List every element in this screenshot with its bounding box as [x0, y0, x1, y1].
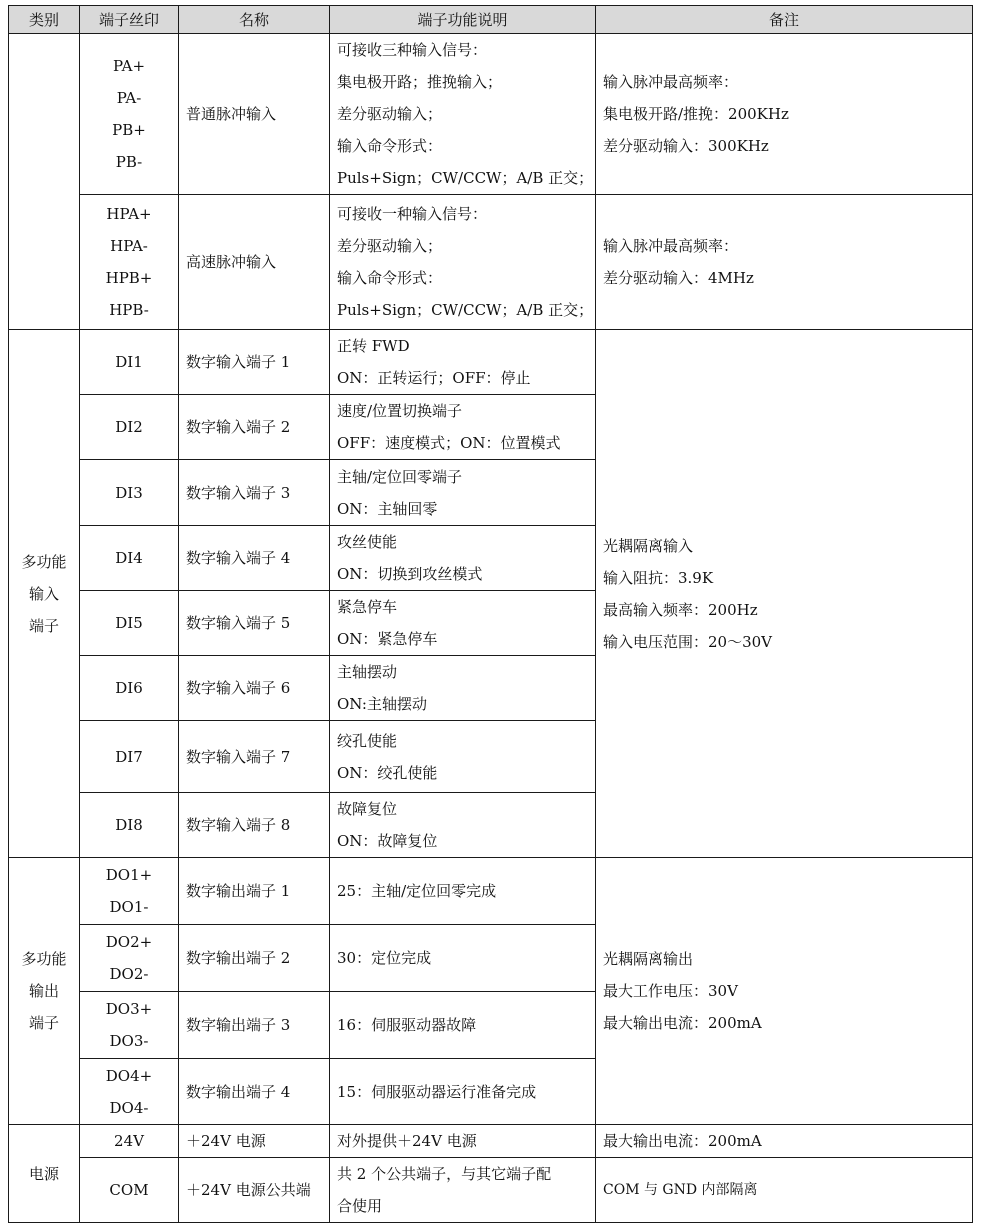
note-cell-digital-input: 光耦隔离输入 输入阻抗：3.9K 最高输入频率：200Hz 输入电压范围：20～30V: [596, 330, 973, 858]
pin-cell: DI6: [80, 656, 179, 721]
name-cell: 数字输入端子 7: [179, 721, 330, 793]
table-row: [9, 858, 973, 925]
name-cell: ＋24V 电源: [179, 1125, 330, 1158]
desc-cell: 可接收三种输入信号： 集电极开路；推挽输入； 差分驱动输入； 输入命令形式： Puls+Sign；CW/CCW；A/B 正交；: [330, 34, 596, 195]
desc-cell: 正转 FWD ON：正转运行；OFF：停止: [330, 330, 596, 395]
desc-cell: 主轴/定位回零端子 ON：主轴回零: [330, 460, 596, 526]
header-note: 备注: [596, 6, 973, 34]
terminal-spec-table: [8, 5, 973, 1223]
category-cell-digital-output: 多功能 输出 端子: [9, 858, 80, 1125]
table-row: [9, 1125, 973, 1158]
header-category: 类别: [9, 6, 80, 34]
name-cell: 数字输入端子 1: [179, 330, 330, 395]
pin-cell: DI4: [80, 526, 179, 591]
header-row: [9, 6, 973, 34]
note-cell: 最大输出电流：200mA: [596, 1125, 973, 1158]
name-cell: 数字输入端子 5: [179, 591, 330, 656]
name-cell: ＋24V 电源公共端: [179, 1158, 330, 1223]
pin-cell: DO2+ DO2-: [80, 925, 179, 992]
pin-cell: DI3: [80, 460, 179, 526]
table-row: [9, 330, 973, 395]
header-pin-label: 端子丝印: [80, 6, 179, 34]
note-cell-digital-output: 光耦隔离输出 最大工作电压：30V 最大输出电流：200mA: [596, 858, 973, 1125]
name-cell: 数字输出端子 2: [179, 925, 330, 992]
name-cell: 普通脉冲输入: [179, 34, 330, 195]
desc-cell: 30：定位完成: [330, 925, 596, 992]
desc-cell: 速度/位置切换端子 OFF：速度模式；ON：位置模式: [330, 395, 596, 460]
name-cell: 数字输出端子 3: [179, 992, 330, 1059]
pin-cell: DI2: [80, 395, 179, 460]
name-cell: 数字输出端子 4: [179, 1059, 330, 1125]
desc-cell: 故障复位 ON：故障复位: [330, 793, 596, 858]
category-cell-pulse: [9, 34, 80, 330]
pin-cell: DO3+ DO3-: [80, 992, 179, 1059]
table-row: [9, 195, 973, 330]
pin-cell: DO4+ DO4-: [80, 1059, 179, 1125]
terminal-table-container: [8, 5, 973, 1223]
desc-cell: 16：伺服驱动器故障: [330, 992, 596, 1059]
note-cell: COM 与 GND 内部隔离: [596, 1158, 973, 1223]
pin-cell: DO1+ DO1-: [80, 858, 179, 925]
desc-cell: 25：主轴/定位回零完成: [330, 858, 596, 925]
table-row: [9, 1158, 973, 1223]
desc-cell: 绞孔使能 ON：绞孔使能: [330, 721, 596, 793]
pin-cell: DI7: [80, 721, 179, 793]
name-cell: 数字输出端子 1: [179, 858, 330, 925]
desc-cell: 共 2 个公共端子，与其它端子配 合使用: [330, 1158, 596, 1223]
table-row: [9, 34, 973, 195]
pin-cell: DI1: [80, 330, 179, 395]
pin-cell: DI8: [80, 793, 179, 858]
desc-cell: 紧急停车 ON：紧急停车: [330, 591, 596, 656]
pin-cell: PA+ PA- PB+ PB-: [80, 34, 179, 195]
name-cell: 数字输入端子 3: [179, 460, 330, 526]
note-cell: 输入脉冲最高频率： 差分驱动输入：4MHz: [596, 195, 973, 330]
desc-cell: 15：伺服驱动器运行准备完成: [330, 1059, 596, 1125]
name-cell: 数字输入端子 8: [179, 793, 330, 858]
header-name: 名称: [179, 6, 330, 34]
name-cell: 数字输入端子 4: [179, 526, 330, 591]
desc-cell: 攻丝使能 ON：切换到攻丝模式: [330, 526, 596, 591]
desc-cell: 可接收一种输入信号： 差分驱动输入； 输入命令形式： Puls+Sign；CW/CCW；A/B 正交；: [330, 195, 596, 330]
name-cell: 数字输入端子 2: [179, 395, 330, 460]
pin-cell: COM: [80, 1158, 179, 1223]
desc-cell: 主轴摆动 ON:主轴摆动: [330, 656, 596, 721]
name-cell: 高速脉冲输入: [179, 195, 330, 330]
header-function: 端子功能说明: [330, 6, 596, 34]
desc-cell: 对外提供＋24V 电源: [330, 1125, 596, 1158]
pin-cell: 24V: [80, 1125, 179, 1158]
pin-cell: HPA+ HPA- HPB+ HPB-: [80, 195, 179, 330]
note-cell: 输入脉冲最高频率： 集电极开路/推挽：200KHz 差分驱动输入：300KHz: [596, 34, 973, 195]
pin-cell: DI5: [80, 591, 179, 656]
category-cell-power: 电源: [9, 1125, 80, 1223]
category-cell-digital-input: 多功能 输入 端子: [9, 330, 80, 858]
name-cell: 数字输入端子 6: [179, 656, 330, 721]
